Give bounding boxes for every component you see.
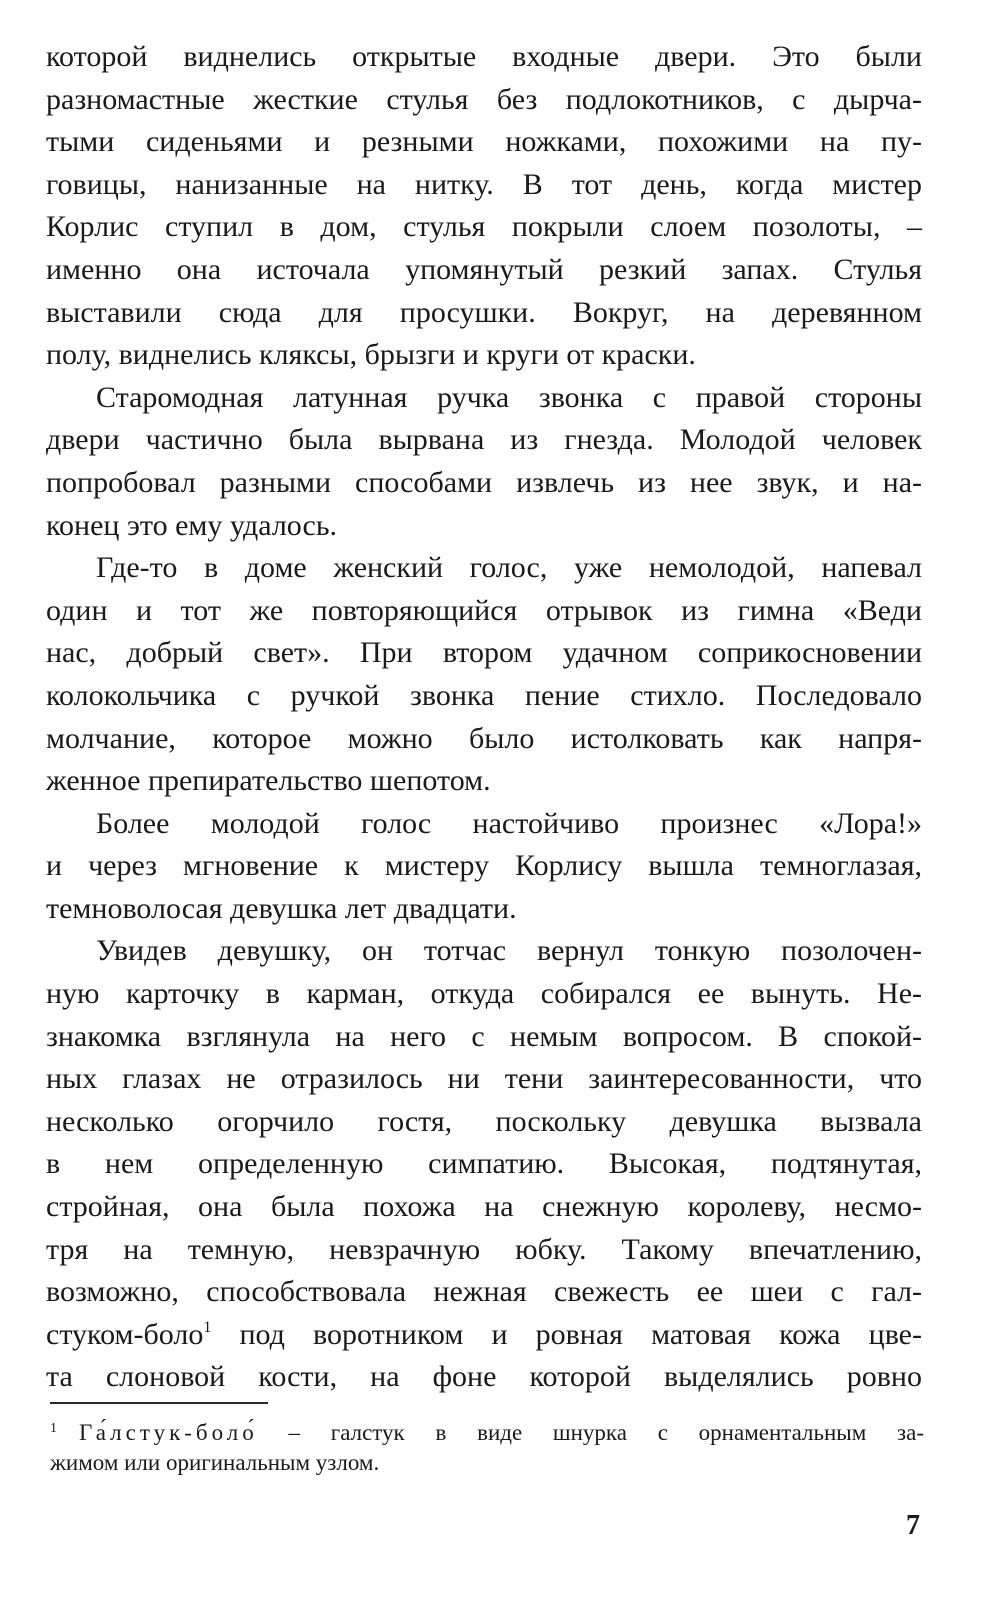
text-line: двери частично была вырвана из гнезда. Молодой человек xyxy=(46,423,922,457)
text-line: женное препирательство шепотом. xyxy=(46,764,491,798)
text-line: в нем определенную симпатию. Высокая, подтянутая, xyxy=(46,1147,922,1181)
footnote-definition: – галстук в виде шнурка с орнаментальным за- xyxy=(257,1420,924,1445)
text-line: Увидев девушку, он тотчас вернул тонкую позолочен- xyxy=(96,934,922,968)
text-line: ных глазах не отразилось ни тени заинтересованности, что xyxy=(46,1062,922,1096)
footnote-line: жимом или оригинальным узлом. xyxy=(50,1450,380,1475)
text-line: Старомодная латунная ручка звонка с правой стороны xyxy=(96,380,922,414)
body-text xyxy=(46,36,922,1399)
footnote-divider xyxy=(50,1402,268,1404)
text-line: ную карточку в карман, откуда собирался ее вынуть. Не- xyxy=(46,977,922,1011)
page-number: 7 xyxy=(906,1510,920,1541)
text-line xyxy=(46,1314,922,1357)
text-line: и через мгновение к мистеру Корлису вышла темноглазая, xyxy=(46,849,922,883)
text-line: Более молодой голос настойчиво произнес «Лора!» xyxy=(96,806,922,840)
text-fragment: под воротником и ровная матовая кожа цве- xyxy=(211,1317,922,1351)
text-line: выставили сюда для просушки. Вокруг, на деревянном xyxy=(46,295,922,329)
text-line: которой виднелись открытые входные двери. Это были xyxy=(46,40,922,73)
footnote-mark: 1 xyxy=(50,1421,57,1436)
text-line: тыми сиденьями и резными ножками, похожими на пу- xyxy=(46,125,922,159)
footnote-term: Га́лстук-боло́ xyxy=(79,1420,258,1445)
text-line: Где-то в доме женский голос, уже немолодой, напевал xyxy=(96,551,922,585)
text-line: Корлис ступил в дом, стулья покрыли слоем позолоты, – xyxy=(46,210,922,244)
text-line: та слоновой кости, на фоне которой выделялись ровно xyxy=(46,1360,922,1394)
text-line: конец это ему удалось. xyxy=(46,508,338,542)
text-line: говицы, нанизанные на нитку. В тот день, когда мистер xyxy=(46,167,922,201)
footnote xyxy=(50,1412,924,1480)
text-line: несколько огорчило гостя, поскольку девушка вызвала xyxy=(46,1104,922,1138)
text-line: попробовал разными способами извлечь из нее звук, и на- xyxy=(46,465,922,499)
text-line: знакомка взглянула на него с немым вопросом. В спокой- xyxy=(46,1019,922,1053)
text-line: нас, добрый свет». При втором удачном соприкосновении xyxy=(46,636,922,670)
text-line: возможно, способствовала нежная свежесть ее шеи с гал- xyxy=(46,1275,922,1309)
text-line: молчание, которое можно было истолковать как напря- xyxy=(46,721,922,755)
text-line: темноволосая девушка лет двадцати. xyxy=(46,891,517,925)
text-line: тря на темную, невзрачную юбку. Такому впечатлению, xyxy=(46,1232,922,1266)
text-line: один и тот же повторяющийся отрывок из гимна «Веди xyxy=(46,593,922,627)
footnote-reference[interactable]: 1 xyxy=(203,1318,212,1336)
footnote-line xyxy=(50,1412,924,1446)
text-line: стройная, она была похожа на снежную королеву, несмо- xyxy=(46,1190,922,1224)
text-line: колокольчика с ручкой звонка пение стихло. Последовало xyxy=(46,678,922,712)
text-line: полу, виднелись кляксы, брызги и круги от краски. xyxy=(46,338,696,372)
text-line: разномастные жесткие стулья без подлокотников, с дырча- xyxy=(46,82,922,116)
text-fragment: стуком-боло xyxy=(46,1317,204,1351)
text-line: именно она источала упомянутый резкий запах. Стулья xyxy=(46,252,922,286)
